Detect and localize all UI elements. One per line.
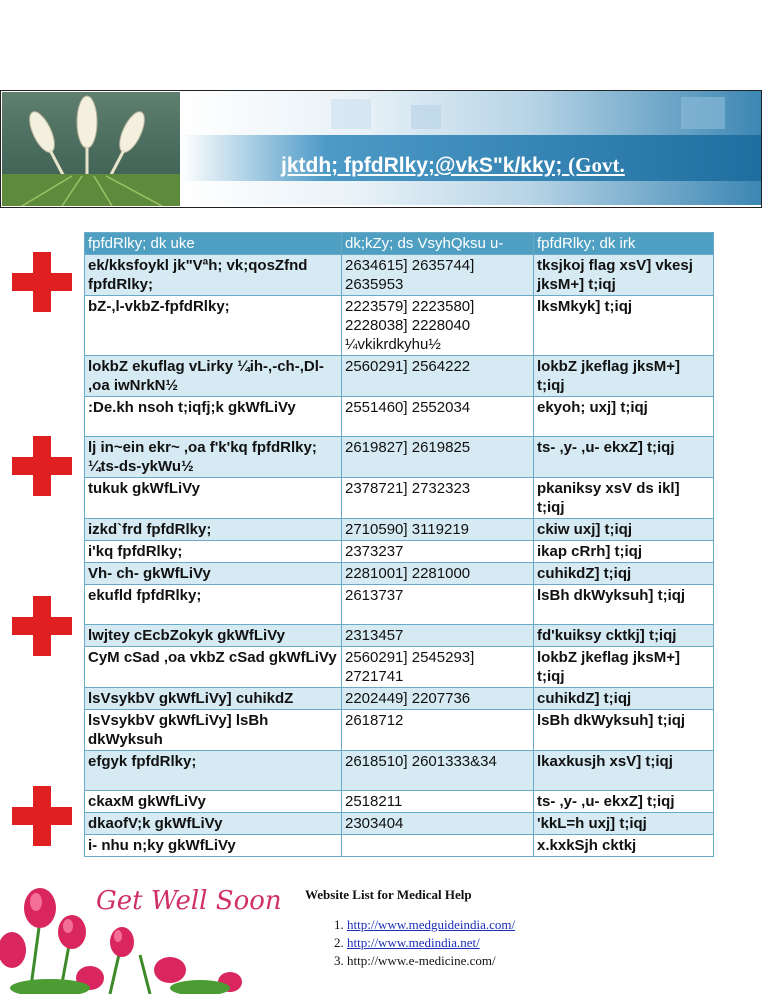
website-list-title: Website List for Medical Help <box>305 887 472 902</box>
hospital-phone: 2613737 <box>342 585 534 625</box>
website-item <box>347 934 515 952</box>
hospital-address: ts- ,y- ,u- ekxZ] t;iqj <box>534 791 714 813</box>
header-banner <box>0 90 762 208</box>
column-header: dk;kZy; ds VsyhQksu u- <box>342 233 534 255</box>
hospital-name: efgyk fpfdRlky; <box>85 751 342 791</box>
table-row <box>85 813 714 835</box>
hospital-name: tukuk gkWfLiVy <box>85 478 342 519</box>
table-row <box>85 255 714 296</box>
hospital-name: bZ-,l-vkbZ-fpfdRlky; <box>85 296 342 356</box>
header-bar <box>181 91 762 205</box>
hospital-phone: 2303404 <box>342 813 534 835</box>
hospital-address: 'kkL=h uxj] t;iqj <box>534 813 714 835</box>
hospital-name: :De.kh nsoh t;iqfj;k gkWfLiVy <box>85 397 342 437</box>
wheat-logo <box>2 92 180 206</box>
hospital-name: izkd`frd fpfdRlky; <box>85 519 342 541</box>
hospital-name: ckaxM gkWfLiVy <box>85 791 342 813</box>
table-row <box>85 541 714 563</box>
hospital-name: CyM cSad ,oa vkbZ cSad gkWfLiVy <box>85 647 342 688</box>
hospital-address: tksjkoj flag xsV] vkesj jksM+] t;iqj <box>534 255 714 296</box>
hospital-phone: 2560291] 2545293] 2721741 <box>342 647 534 688</box>
hospital-phone: 2373237 <box>342 541 534 563</box>
page-title: jktdh; fpfdRlky;@vkS"k/kky; (Govt. <box>281 153 625 177</box>
hospital-phone: 2518211 <box>342 791 534 813</box>
website-item <box>347 952 515 970</box>
red-cross-icon <box>12 786 72 846</box>
red-cross-icon <box>12 252 72 312</box>
hospital-name: lwjtey cEcbZokyk gkWfLiVy <box>85 625 342 647</box>
table-row <box>85 688 714 710</box>
hospital-name: i- nhu n;ky gkWfLiVy <box>85 835 342 857</box>
hospital-name: Vh- ch- gkWfLiVy <box>85 563 342 585</box>
hospital-phone: 2281001] 2281000 <box>342 563 534 585</box>
hospital-phone: 2618510] 2601333&34 <box>342 751 534 791</box>
hospital-address: lokbZ jkeflag jksM+] t;iqj <box>534 356 714 397</box>
table-row <box>85 519 714 541</box>
hospital-phone <box>342 835 534 857</box>
hospital-name: i'kq fpfdRlky; <box>85 541 342 563</box>
hospital-phone: 2378721] 2732323 <box>342 478 534 519</box>
table-row <box>85 437 714 478</box>
hospital-address: lsBh dkWyksuh] t;iqj <box>534 710 714 751</box>
website-link[interactable]: http://www.medguideindia.com/ <box>347 917 516 932</box>
hospital-phone: 2619827] 2619825 <box>342 437 534 478</box>
table-row <box>85 751 714 791</box>
hospital-phone: 2560291] 2564222 <box>342 356 534 397</box>
hospital-phone: 2223579] 2223580] 2228038] 2228040 ¼vkikrdkyhu½ <box>342 296 534 356</box>
red-cross-icon <box>12 436 72 496</box>
hospital-address: ts- ,y- ,u- ekxZ] t;iqj <box>534 437 714 478</box>
table-row <box>85 710 714 751</box>
hospital-name: ekufld fpfdRlky; <box>85 585 342 625</box>
hospital-address: cuhikdZ] t;iqj <box>534 688 714 710</box>
hospital-phone: 2551460] 2552034 <box>342 397 534 437</box>
website-link[interactable]: http://www.medindia.net/ <box>347 935 480 950</box>
table-row <box>85 647 714 688</box>
wheat-icon <box>2 92 180 206</box>
hospital-name: lj in~ein ekr~ ,oa f'k'kq fpfdRlky; ¼ts-ds-ykWu½ <box>85 437 342 478</box>
hospital-name: dkaofV;k gkWfLiVy <box>85 813 342 835</box>
website-text: http://www.e-medicine.com/ <box>347 953 496 968</box>
hospital-phone: 2710590] 3119219 <box>342 519 534 541</box>
table-row <box>85 397 714 437</box>
website-list <box>325 916 515 970</box>
hospital-phone: 2618712 <box>342 710 534 751</box>
hospital-table <box>84 232 714 857</box>
hospital-address: pkaniksy xsV ds ikl] t;iqj <box>534 478 714 519</box>
hospital-address: cuhikdZ] t;iqj <box>534 563 714 585</box>
hospital-address: lsBh dkWyksuh] t;iqj <box>534 585 714 625</box>
table-row <box>85 835 714 857</box>
table-row <box>85 478 714 519</box>
column-header: fpfdRlky; dk irk <box>534 233 714 255</box>
table-row <box>85 625 714 647</box>
hospital-address: ekyoh; uxj] t;iqj <box>534 397 714 437</box>
table-row <box>85 296 714 356</box>
hospital-name: lsVsykbV gkWfLiVy] lsBh dkWyksuh <box>85 710 342 751</box>
hospital-address: fd'kuiksy cktkj] t;iqj <box>534 625 714 647</box>
hospital-name: lokbZ ekuflag vLirky ¼ih-,-ch-,Dl- ,oa iwNrkN½ <box>85 356 342 397</box>
table-header-row <box>85 233 714 255</box>
hospital-address: lokbZ jkeflag jksM+] t;iqj <box>534 647 714 688</box>
table-row <box>85 356 714 397</box>
hospital-phone: 2313457 <box>342 625 534 647</box>
website-item <box>347 916 515 934</box>
table-row <box>85 585 714 625</box>
hospital-address: ckiw uxj] t;iqj <box>534 519 714 541</box>
table-row <box>85 563 714 585</box>
hospital-name: lsVsykbV gkWfLiVy] cuhikdZ <box>85 688 342 710</box>
column-header: fpfdRlky; dk uke <box>85 233 342 255</box>
get-well-soon-text: Get Well Soon <box>96 886 282 916</box>
hospital-address: ikap cRrh] t;iqj <box>534 541 714 563</box>
hospital-name: ek/kksfoykl jk"Vªh; vk;qosZfnd fpfdRlky; <box>85 255 342 296</box>
table-row <box>85 791 714 813</box>
hospital-phone: 2634615] 2635744] 2635953 <box>342 255 534 296</box>
hospital-address: x.kxkSjh cktkj <box>534 835 714 857</box>
hospital-address: lkaxkusjh xsV] t;iqj <box>534 751 714 791</box>
hospital-address: lksMkyk] t;iqj <box>534 296 714 356</box>
red-cross-icon <box>12 596 72 656</box>
hospital-phone: 2202449] 2207736 <box>342 688 534 710</box>
website-section <box>0 880 768 994</box>
